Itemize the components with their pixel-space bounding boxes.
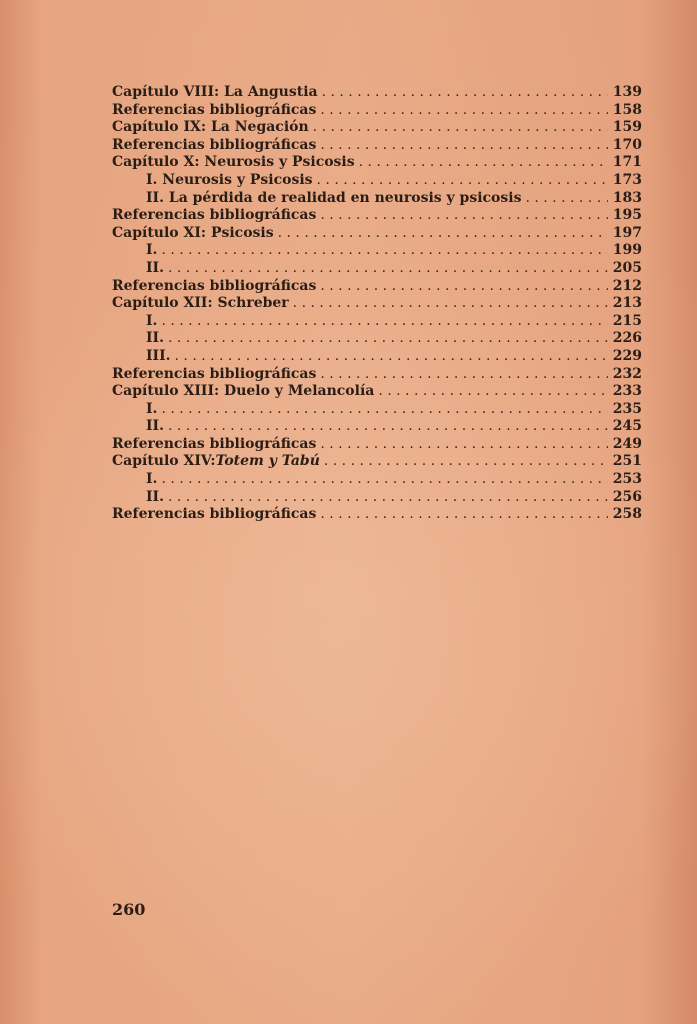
toc-entry-title: Referencias bibliográficas	[112, 136, 317, 153]
toc-entry	[112, 278, 642, 296]
toc-entry-title: Referencias bibliográficas	[112, 365, 317, 382]
toc-entry-title: Capítulo VIII: La Angustia	[112, 84, 318, 100]
toc-entry	[112, 471, 642, 489]
toc-entry-title: II.	[146, 488, 164, 505]
toc-entry-page: 158	[612, 101, 642, 118]
toc-entry-title: Referencias bibliográficas	[112, 101, 317, 118]
toc-entry	[112, 119, 642, 137]
dot-leader	[320, 137, 608, 155]
toc-entry	[112, 330, 642, 348]
dot-leader	[161, 471, 608, 489]
toc-entry-title: I.	[146, 312, 158, 329]
dot-leader	[322, 84, 608, 102]
toc-entry-page: 215	[612, 312, 642, 329]
page-number: 260	[112, 900, 146, 919]
toc-entry	[112, 506, 642, 524]
toc-entry-title: Capítulo X: Neurosis y Psicosis	[112, 154, 355, 171]
toc-entry-page: 245	[612, 418, 642, 435]
toc-entry	[112, 242, 642, 260]
dot-leader	[168, 330, 608, 348]
dot-leader	[161, 242, 608, 260]
dot-leader	[359, 154, 608, 172]
toc-entry-page: 170	[612, 136, 642, 153]
toc-entry-page: 253	[612, 471, 642, 488]
dot-leader	[175, 348, 608, 366]
toc-entry-page: 226	[612, 330, 642, 347]
toc-entry-title: Capítulo XII: Schreber	[112, 295, 289, 312]
dot-leader	[161, 401, 608, 419]
toc-entry-title: II.	[146, 330, 164, 347]
toc-entry-page: 213	[612, 295, 642, 312]
toc-entry-page: 229	[612, 347, 642, 364]
dot-leader	[168, 418, 608, 436]
toc-entry-title: II.	[146, 259, 164, 276]
toc-entry	[112, 401, 642, 419]
dot-leader	[168, 260, 608, 278]
toc-entry-page: 232	[612, 365, 642, 382]
toc-entry-title: Referencias bibliográficas	[112, 435, 317, 452]
toc-entry	[112, 418, 642, 436]
toc-entry-page: 258	[612, 506, 642, 523]
toc-entry-page: 233	[612, 383, 642, 400]
toc-entry	[112, 436, 642, 454]
toc-entry-title: Capítulo IX: La Negación	[112, 119, 309, 136]
toc-entry-title: I. Neurosis y Psicosis	[146, 171, 313, 188]
toc-entry-title: Referencias bibliográficas	[112, 277, 317, 294]
toc-entry-page: 139	[612, 84, 642, 100]
dot-leader	[320, 506, 608, 524]
toc-entry-page: 195	[612, 207, 642, 224]
dot-leader	[293, 295, 608, 313]
toc-entry	[112, 137, 642, 155]
dot-leader	[278, 225, 608, 243]
dot-leader	[324, 453, 608, 471]
toc-entry-page: 205	[612, 259, 642, 276]
toc-entry-title: Capítulo XIII: Duelo y Melancolía	[112, 383, 375, 400]
dot-leader	[320, 278, 608, 296]
toc-entry-title: Capítulo XIV:	[112, 453, 216, 470]
toc-entry-title: II.	[146, 418, 164, 435]
toc-entry	[112, 489, 642, 507]
toc-entry-page: 183	[612, 189, 642, 206]
toc-entry-title: Referencias bibliográficas	[112, 207, 317, 224]
toc-entry	[112, 366, 642, 384]
toc-entry-page: 212	[612, 277, 642, 294]
toc-entry-title: III.	[146, 347, 171, 364]
toc-entry	[112, 154, 642, 172]
toc-entry	[112, 190, 642, 208]
toc-entry	[112, 84, 642, 102]
toc-entry	[112, 102, 642, 120]
dot-leader	[313, 119, 608, 137]
toc-entry	[112, 260, 642, 278]
toc-entry	[112, 225, 642, 243]
toc-entry	[112, 383, 642, 401]
toc-entry	[112, 172, 642, 190]
dot-leader	[320, 102, 608, 120]
dot-leader	[320, 436, 608, 454]
dot-leader	[378, 383, 608, 401]
toc-entry-page: 235	[612, 400, 642, 417]
toc-entry-page: 173	[612, 171, 642, 188]
toc-entry-title: Capítulo XI: Psicosis	[112, 224, 274, 241]
dot-leader	[320, 366, 608, 384]
toc-entry-title: Referencias bibliográficas	[112, 506, 317, 523]
toc-entry-title: II. La pérdida de realidad en neurosis y psicosis	[146, 189, 522, 206]
toc-entry-title: I.	[146, 400, 158, 417]
toc-entry-page: 256	[612, 488, 642, 505]
dot-leader	[168, 489, 608, 507]
toc-entry-page: 199	[612, 242, 642, 259]
toc-entry-page: 249	[612, 435, 642, 452]
toc-entry	[112, 348, 642, 366]
toc-entry-page: 197	[612, 224, 642, 241]
toc-entry	[112, 313, 642, 331]
toc-entry-title-italic: Totem y Tabú	[215, 453, 320, 470]
toc-entry-title: I.	[146, 242, 158, 259]
toc-entry-page: 251	[612, 453, 642, 470]
table-of-contents	[112, 84, 642, 524]
toc-entry-title: I.	[146, 471, 158, 488]
toc-entry	[112, 207, 642, 225]
dot-leader	[320, 207, 608, 225]
toc-entry	[112, 453, 642, 471]
dot-leader	[525, 190, 608, 208]
toc-entry-page: 159	[612, 119, 642, 136]
dot-leader	[317, 172, 608, 190]
toc-entry-page: 171	[612, 154, 642, 171]
dot-leader	[161, 313, 608, 331]
toc-entry	[112, 295, 642, 313]
